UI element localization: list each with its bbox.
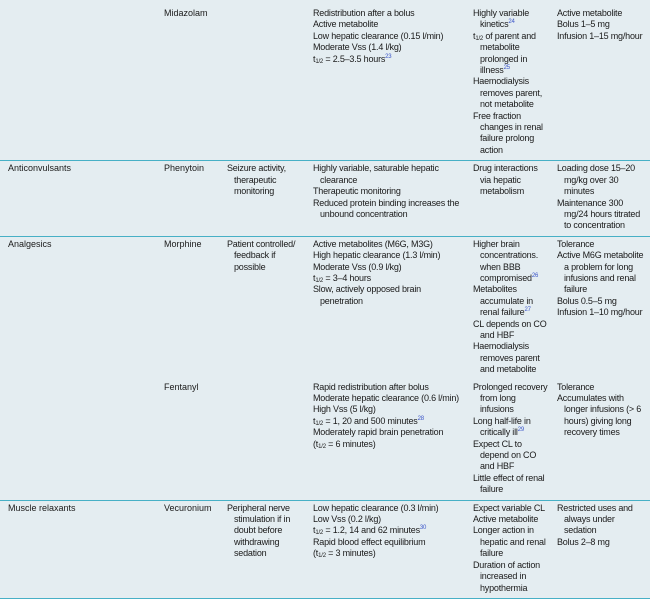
monitoring-cell [223,236,309,379]
table-row [0,6,650,161]
comments-item: Infusion 1–15 mg/hour [557,30,643,41]
pharmacokinetics-cell [309,236,469,379]
critical-illness-item: Metabolites accumulate in renal failure$^{27}$ [473,284,533,318]
pharmacokinetics-item: Moderate Vss (0.9 l/kg) [313,261,402,272]
monitoring-cell [223,500,309,598]
pharmacokinetics-item: ($t_{1/2} = 3$ minutes) [313,548,376,560]
monitoring-item: Patient controlled/ feedback if possible [227,238,296,272]
comments-item: Bolus 0.5–5 mg [557,295,617,306]
comments-item: Maintenance 300 mg/24 hours titrated to concentration [557,197,641,231]
critical-illness-item: Haemodialysis removes parent, not metabolite [473,76,543,110]
comments-cell [553,500,650,598]
pharmacokinetics-item: Slow, actively opposed brain penetration [313,284,421,306]
subscript: 1/2 [315,530,324,537]
drug-table [0,6,650,599]
critical-illness-item: Highly variable kinetics$^{24}$ [473,8,530,30]
comments-item: Infusion 1–10 mg/hour [557,307,643,318]
critical-illness-cell [469,380,553,501]
reference-superscript: 24 [508,19,515,26]
drug-name-cell: Midazolam [160,6,223,161]
monitoring-cell [223,161,309,236]
drug-name-cell: Morphine [164,238,202,249]
comments-item: Bolus 1–5 mg [557,19,610,30]
critical-illness-cell [469,500,553,598]
pharmacokinetics-cell [309,6,469,161]
reference-superscript: 30 [419,525,427,532]
pharmacokinetics-item: Active metabolites (M6G, M3G) [313,238,433,249]
monitoring-cell [223,380,309,501]
pharmacokinetics-item: $t_{1/2} = 3-4$ hours [313,272,371,284]
critical-illness-item: Free fraction changes in renal failure prolong action [473,110,543,155]
pharmacokinetics-item: Moderate Vss (1.4 l/kg) [313,42,402,53]
comments-item: Tolerance [557,238,595,249]
critical-illness-item: Long half-life in critically ill$^{29}$ [473,415,531,438]
subscript: 1/2 [315,277,324,284]
comments-item: Accumulates with longer infusions (> 6 hours) giving long recovery times [557,393,642,438]
critical-illness-item: Haemodialysis removes parent and metabolite [473,341,540,375]
pharmacokinetics-item: Low Vss (0.2 l/kg) [313,514,381,525]
pharmacokinetics-item: Rapid redistribution after bolus [313,381,429,392]
drug-name-cell: Fentanyl [160,380,223,501]
drug-class-cell [0,6,160,161]
table-row [0,500,650,598]
critical-illness-item: Prolonged recovery from long infusions [473,381,548,415]
drug-class-cell: Anticonvulsants [0,161,160,236]
comments-item: Restricted uses and always under sedation [557,502,633,536]
pharmacokinetics-item: Moderately rapid brain penetration [313,427,444,438]
comments-item: Tolerance [557,381,595,392]
pharmacokinetics-item: High hepatic clearance (1.3 l/min) [313,250,441,261]
reference-superscript: 28 [417,415,424,422]
drug-name-cell: Phenytoin [160,161,223,236]
drug-name-cell: Vecuronium [160,500,223,598]
pharmacokinetics-item: Low hepatic clearance (0.3 l/min) [313,502,439,513]
critical-illness-cell [469,161,553,236]
pharmacokinetics-item: Moderate hepatic clearance (0.6 l/min) [313,393,459,403]
monitoring-cell [223,6,309,161]
comments-item: Bolus 2–8 mg [557,536,610,547]
pharmacokinetics-cell [309,161,469,236]
pharmacokinetics-item: Reduced protein binding increases the unbound concentration [313,197,460,219]
pharmacokinetics-item: Therapeutic monitoring [313,186,401,197]
critical-illness-item: Expect variable CL [473,502,545,513]
comments-cell [553,236,650,379]
critical-illness-item: Expect CL to depend on CO and HBF [473,438,537,472]
subscript: 1/2 [475,35,484,42]
critical-illness-item: Longer action in hepatic and renal failure [473,525,546,559]
comments-item: Active metabolite [557,8,623,18]
monitoring-item: Seizure activity, therapeutic monitoring [227,163,286,197]
critical-illness-item: Little effect of renal failure [473,472,545,495]
reference-superscript: 25 [503,65,510,72]
critical-illness-item: Active metabolite [473,514,539,525]
comments-item: Loading dose 15–20 mg/kg over 30 minutes [557,163,635,197]
pharmacokinetics-item: High Vss (5 l/kg) [313,404,376,415]
pharmacokinetics-cell [309,380,469,501]
monitoring-item: Peripheral nerve stimulation if in doubt before withdrawing sedation [227,502,291,559]
table-row [0,380,650,501]
critical-illness-item: Drug interactions via hepatic metabolism [473,163,538,197]
comments-cell [553,380,650,501]
critical-illness-cell [469,236,553,379]
reference-superscript: 23 [385,53,392,60]
table-body [0,6,650,598]
subscript: 1/2 [318,443,326,450]
table-row [0,161,650,236]
pharmacokinetics-item: Low hepatic clearance (0.15 l/min) [313,30,444,41]
pharmacokinetics-item: $t_{1/2} = 1.2$, 14 and 62 minutes$^{30}$ [313,525,427,537]
pharmacokinetics-cell [309,500,469,598]
drug-class-cell: Muscle relaxants [0,500,160,598]
subscript: 1/2 [315,420,324,427]
reference-superscript: 27 [524,307,531,314]
comments-cell [553,6,650,161]
pharmacokinetics-item: Rapid blood effect equilibrium [313,536,426,547]
pharmacokinetics-item: Highly variable, saturable hepatic clearance [313,163,439,185]
critical-illness-item: $t_{1/2}$ of parent and metabolite prolonged in illness$^{25}$ [473,30,536,76]
drug-class-cell [0,380,160,501]
drug-class-cell: Analgesics [8,238,52,249]
reference-superscript: 26 [531,272,539,279]
subscript: 1/2 [318,553,326,560]
critical-illness-item: Higher brain concentrations. when BBB compromised$^{26}$ [473,238,539,283]
critical-illness-cell [469,6,553,161]
table-row [0,236,650,379]
pharmacokinetics-item: $t_{1/2} = 1$, 20 and 500 minutes$^{28}$ [313,415,424,427]
pharmacokinetics-item: ($t_{1/2} = 6$ minutes) [313,438,376,450]
comments-item: Active M6G metabolite a problem for long infusions and renal failure [557,250,644,295]
critical-illness-item: CL depends on CO and HBF [473,318,547,340]
pharmacokinetics-item: $t_{1/2} = 2.5-3.5$ hours$^{23}$ [313,53,392,65]
pharmacokinetics-item: Redistribution after a bolus [313,8,415,18]
critical-illness-item: Duration of action increased in hypothermia [473,559,540,593]
pharmacokinetics-item: Active metabolite [313,19,379,30]
subscript: 1/2 [315,58,324,65]
reference-superscript: 29 [517,427,524,434]
comments-cell [553,161,650,236]
